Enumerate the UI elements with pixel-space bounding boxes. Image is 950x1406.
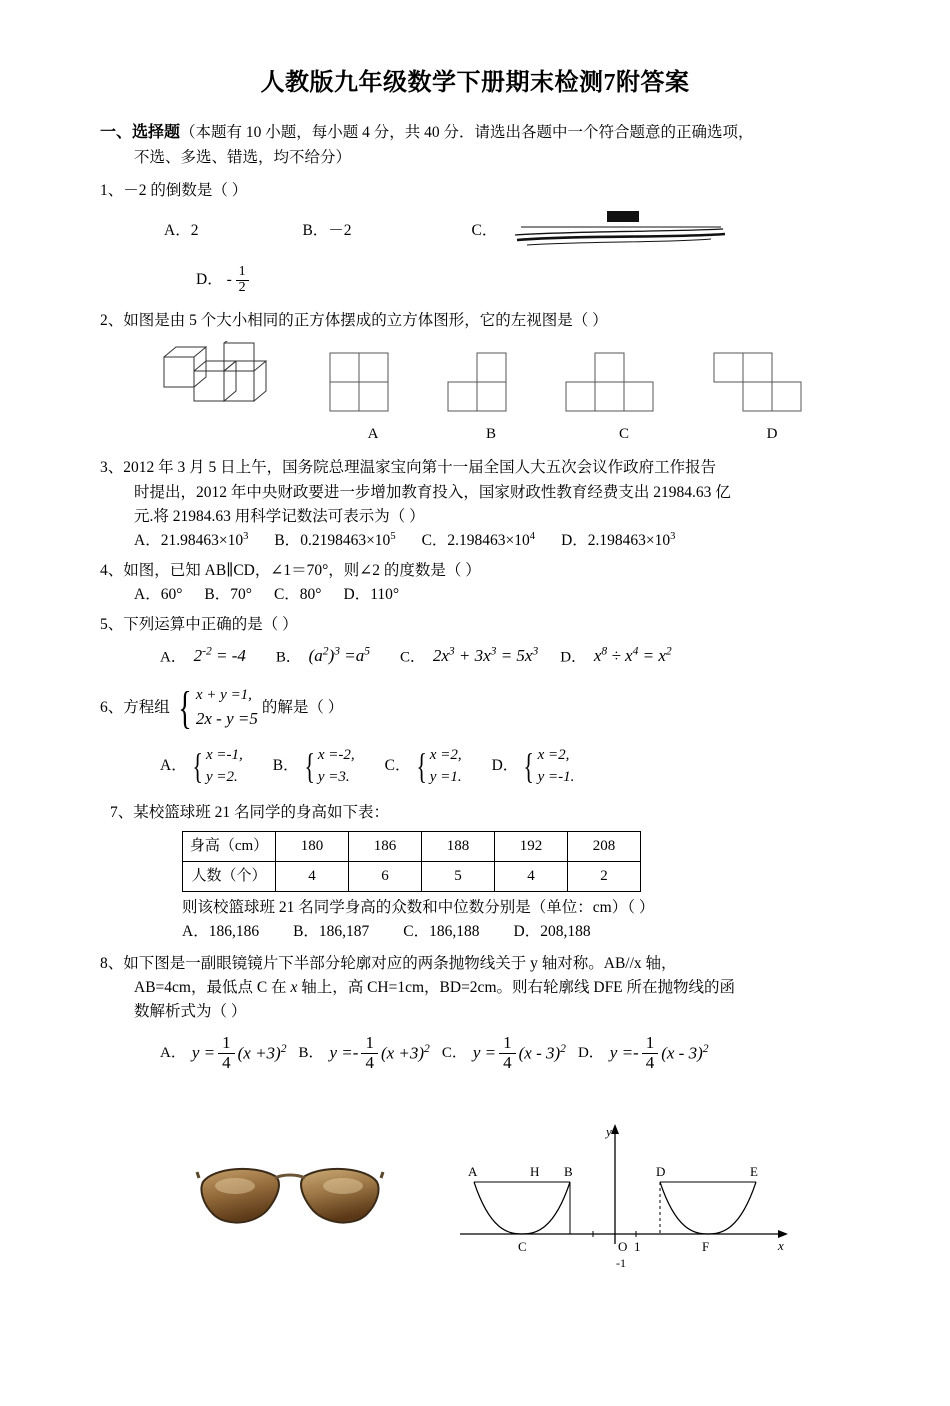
scribble-graphic xyxy=(511,207,731,255)
q6-option-b[interactable]: B． { x =-2, y =3. xyxy=(272,745,355,786)
cell-count-5: 2 xyxy=(568,862,641,892)
q6-eq2: 2x - y =5 xyxy=(195,709,258,729)
table-row-heights xyxy=(183,831,641,861)
question-7-number: 7、 xyxy=(110,803,134,821)
question-3-options xyxy=(100,529,888,553)
q4-option-b[interactable]: B．70° xyxy=(204,585,252,603)
q3-option-b[interactable]: B．$0.2198463\times 10^5$ xyxy=(274,530,396,549)
question-2-text: 如图是由 5 个大小相同的正方体摆成的立方体图形，它的左视图是（ ） xyxy=(123,312,608,330)
cell-count-1: 4 xyxy=(276,862,349,892)
question-5-options xyxy=(160,643,888,670)
q3-option-d[interactable]: D．$2.198463\times 10^3$ xyxy=(561,530,676,549)
svg-text:B: B xyxy=(564,1164,573,1179)
svg-text:C: C xyxy=(518,1239,527,1254)
section-heading xyxy=(100,121,888,146)
q2-figures xyxy=(160,341,888,421)
q2-option-c-figure[interactable] xyxy=(564,351,684,421)
question-5-number: 5、 xyxy=(100,615,124,633)
q1-option-d-fraction xyxy=(236,265,249,295)
parabola-graph xyxy=(430,1124,800,1274)
section-label: 一、选择题 xyxy=(100,124,181,141)
q3-option-c[interactable]: C．$2.198463\times 10^4$ xyxy=(421,530,536,549)
q1-d-numerator: 1 xyxy=(236,265,249,281)
question-7 xyxy=(110,801,888,825)
cell-height-3: 188 xyxy=(422,831,495,861)
cell-height-1: 180 xyxy=(276,831,349,861)
document-page xyxy=(0,62,950,1406)
question-7-options xyxy=(182,920,888,944)
q6-system: { x + y =1, 2x - y =5 xyxy=(178,682,258,734)
svg-text:D: D xyxy=(656,1164,666,1179)
q1-option-a[interactable]: A．2 xyxy=(164,221,199,239)
question-3-line3: 元.将 21984.63 用科学记数法可表示为（ ） xyxy=(134,507,425,525)
q6-option-d[interactable]: D． { x =2, y =-1. xyxy=(491,745,575,786)
svg-text:x: x xyxy=(778,1238,784,1253)
q3-option-a[interactable]: A．$21.98463\times 10^3$ xyxy=(134,530,249,549)
question-4-options xyxy=(100,583,888,607)
cell-count-2: 6 xyxy=(349,862,422,892)
q2-label-c: C xyxy=(618,426,629,443)
question-6-text-after: 的解是（ ） xyxy=(261,698,344,716)
section-desc: （本题有 10 小题，每小题 4 分，共 40 分．请选出各题中一个符合题意的正确选项， xyxy=(180,124,754,141)
sunglasses-photo xyxy=(195,1152,385,1247)
question-2 xyxy=(100,309,888,333)
q2-label-a: A xyxy=(367,426,379,443)
cell-height-4: 192 xyxy=(495,831,568,861)
q1-option-d-label: D． xyxy=(196,270,223,288)
question-6 xyxy=(100,684,888,732)
question-4-number: 4、 xyxy=(100,561,124,579)
q7-option-d[interactable]: D．208,188 xyxy=(513,923,591,941)
question-4 xyxy=(100,559,888,583)
svg-text:E: E xyxy=(750,1164,758,1179)
question-8-line1: 如下图是一副眼镜镜片下半部分轮廓对应的两条抛物线关于 y 轴对称。AB//x 轴， xyxy=(123,955,677,973)
question-5-text: 下列运算中正确的是（ ） xyxy=(123,615,298,633)
question-8-number: 8、 xyxy=(100,955,124,973)
q5-option-c[interactable]: C． $2x^3 + 3x^3 = 5x^3$ xyxy=(400,644,539,666)
cube-stack-figure xyxy=(160,341,300,421)
svg-text:H: H xyxy=(530,1164,540,1179)
svg-text:F: F xyxy=(702,1239,710,1254)
q8-option-a[interactable]: A． y = $\frac{1}{4}$ $(x +3)^2$ xyxy=(160,1033,287,1073)
q2-option-labels xyxy=(160,423,888,446)
q1-option-c[interactable]: C． xyxy=(471,221,498,239)
table-row-counts xyxy=(183,862,641,892)
cell-header-count: 人数（个） xyxy=(183,862,276,892)
q5-option-d[interactable]: D． $x^8 \div x^4 = x^2$ xyxy=(560,644,672,666)
q6-option-a[interactable]: A． { x =-1, y =2. xyxy=(160,745,243,786)
section-desc-2: 不选、多选、错选，均不给分） xyxy=(134,148,352,166)
question-7-subtext: 则该校篮球班 21 名同学身高的众数和中位数分别是（单位：cm）（ ） xyxy=(182,899,655,917)
q2-option-a-figure[interactable] xyxy=(328,351,418,421)
q4-option-d[interactable]: D．110° xyxy=(343,585,400,603)
svg-text:A: A xyxy=(468,1164,478,1179)
q2-label-b: B xyxy=(485,426,496,443)
q2-option-d-figure[interactable] xyxy=(712,351,832,421)
q1-option-d-sign: - xyxy=(226,270,232,288)
q7-option-c[interactable]: C．186,188 xyxy=(403,923,480,941)
cell-height-5: 208 xyxy=(568,831,641,861)
cell-count-4: 4 xyxy=(495,862,568,892)
q5-option-a[interactable]: A． $2^{-2} = -4$ xyxy=(160,644,246,666)
svg-text:y: y xyxy=(606,1124,612,1139)
question-8 xyxy=(100,952,888,976)
question-8-line2: AB=4cm，最低点 C 在 x 轴上，高 CH=1cm，BD=2cm。则右轮廓线 DFE 所在抛物线的函 xyxy=(134,979,736,997)
question-1-options xyxy=(164,207,888,255)
svg-text:O: O xyxy=(618,1239,628,1254)
question-6-number: 6、 xyxy=(100,698,124,716)
question-1-text: －2 的倒数是（ ） xyxy=(123,181,248,199)
q6-eq1: x + y =1, xyxy=(195,686,252,703)
q8-option-c[interactable]: C． y = $\frac{1}{4}$ (x - 3)$^2$ xyxy=(441,1033,566,1073)
question-1 xyxy=(100,179,888,203)
svg-text:1: 1 xyxy=(634,1239,641,1254)
question-5 xyxy=(100,613,888,637)
q7-option-a[interactable]: A．186,186 xyxy=(182,923,260,941)
cell-header-height: 身高（cm） xyxy=(183,831,276,861)
page-title: 人教版九年级数学下册期末检测7附答案 xyxy=(260,70,690,96)
q2-label-d: D xyxy=(766,426,778,443)
question-2-number: 2、 xyxy=(100,312,124,330)
q6-option-c[interactable]: C． { x =2, y =1. xyxy=(384,745,462,786)
question-3-line1: 2012 年 3 月 5 日上午，国务院总理温家宝向第十一届全国人大五次会议作政府工作报告 xyxy=(123,459,717,477)
q1-option-b[interactable]: B．－2 xyxy=(302,221,352,239)
cell-height-2: 186 xyxy=(349,831,422,861)
question-4-text: 如图，已知 AB∥CD，∠1＝70°，则∠2 的度数是（ ） xyxy=(123,561,481,579)
q2-option-b-figure[interactable] xyxy=(446,351,536,421)
question-8-options xyxy=(160,1034,888,1072)
question-3 xyxy=(100,456,888,480)
question-6-options xyxy=(160,744,888,789)
question-3-line2: 时提出，2012 年中央财政要进一步增加教育投入，国家财政性教育经费支出 21984.63 亿 xyxy=(134,483,731,501)
question-1-number: 1、 xyxy=(100,181,124,199)
q4-option-c[interactable]: C．80° xyxy=(273,585,322,603)
q7-option-b[interactable]: B．186,187 xyxy=(293,923,370,941)
svg-text:-1: -1 xyxy=(616,1256,626,1270)
question-3-number: 3、 xyxy=(100,459,124,477)
cell-count-3: 5 xyxy=(422,862,495,892)
height-table xyxy=(182,831,641,893)
q5-option-b[interactable]: B． $(a^2)^3 =a^5$ xyxy=(275,644,371,666)
question-6-text-before: 方程组 xyxy=(123,698,170,716)
q8-option-d[interactable]: D． y =- $\frac{1}{4}$ (x - 3)$^2$ xyxy=(577,1033,709,1073)
q4-option-a[interactable]: A．60° xyxy=(134,585,183,603)
question-8-line3: 数解析式为（ ） xyxy=(134,1003,247,1021)
question-7-text: 某校篮球班 21 名同学的身高如下表： xyxy=(133,803,390,821)
document-body xyxy=(100,121,888,1073)
q1-option-d[interactable] xyxy=(196,265,888,295)
q1-d-denominator: 2 xyxy=(238,279,246,295)
q8-option-b[interactable]: B． y =- $\frac{1}{4}$ $(x +3)^2$ xyxy=(298,1033,430,1073)
